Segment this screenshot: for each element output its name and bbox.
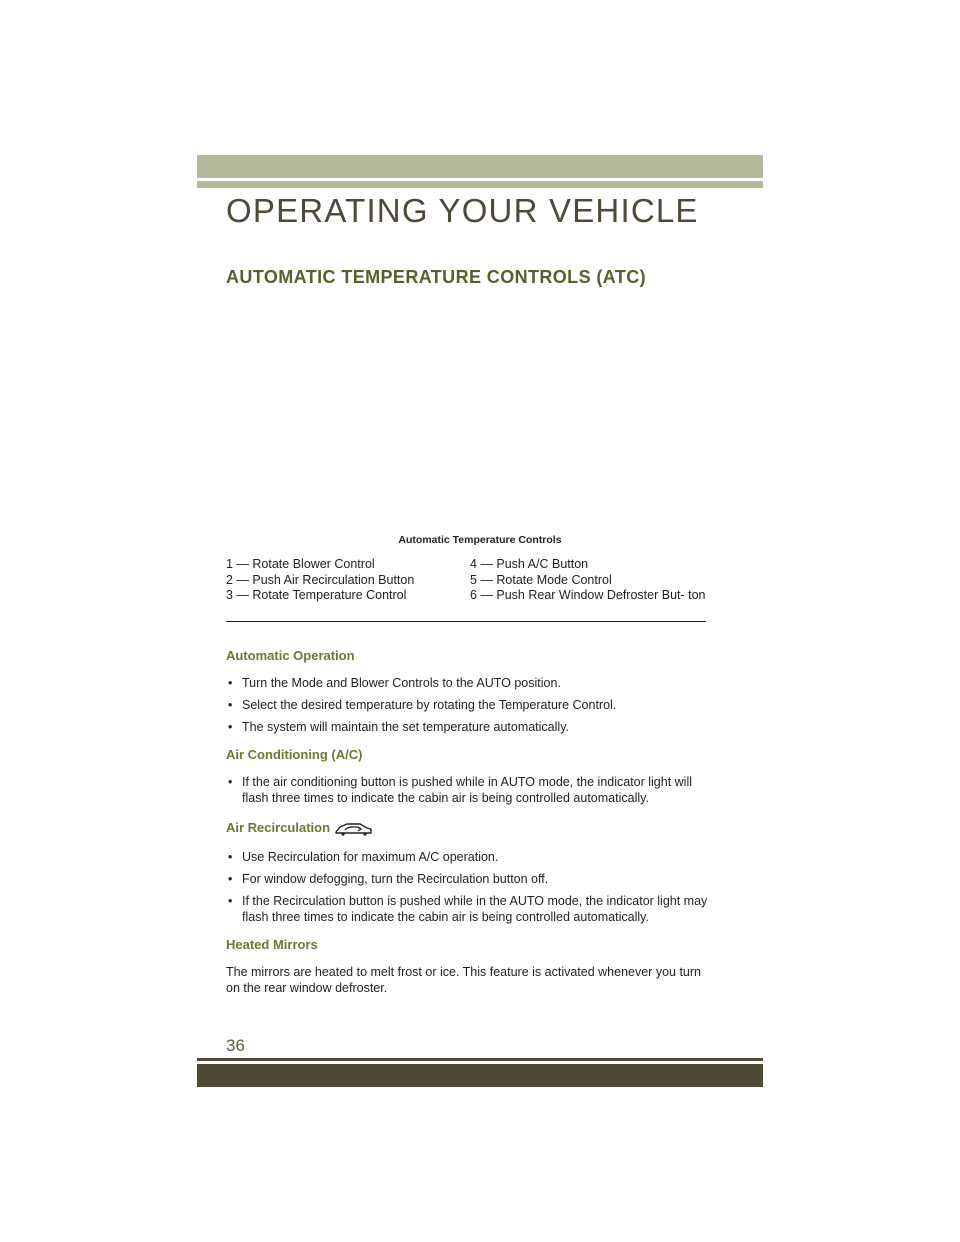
- legend-column-left: [226, 557, 466, 604]
- list-item: • Use Recirculation for maximum A/C operation.: [226, 849, 708, 865]
- air-recirculation-heading-text: Air Recirculation: [226, 820, 331, 835]
- automatic-operation-heading: Automatic Operation: [226, 648, 355, 663]
- legend-divider: [226, 621, 706, 622]
- legend-item: 6 — Push Rear Window Defroster But- ton: [470, 588, 706, 602]
- legend-item: 1 — Rotate Blower Control: [226, 557, 375, 571]
- legend-item: 5 — Rotate Mode Control: [470, 572, 612, 587]
- air-recirculation-heading: [226, 818, 708, 838]
- list-item: • For window defogging, turn the Recirculation button off.: [226, 871, 708, 887]
- page-heading: AUTOMATIC TEMPERATURE CONTROLS (ATC): [226, 267, 647, 287]
- header-band-rule: [197, 181, 763, 188]
- legend-item: 3 — Rotate Temperature Control: [226, 588, 407, 602]
- list-item: • The system will maintain the set temperature automatically.: [226, 719, 708, 735]
- heated-mirrors-heading: Heated Mirrors: [226, 937, 318, 952]
- heated-mirrors-text: The mirrors are heated to melt frost or ice. This feature is activated whenever you turn on the rear window defroster.: [226, 965, 701, 995]
- air-conditioning-list: [226, 774, 708, 806]
- section-title: OPERATING YOUR VEHICLE: [226, 192, 699, 229]
- legend-column-right: [470, 557, 706, 604]
- recirculation-car-icon: [334, 818, 374, 838]
- footer-band: [197, 1064, 763, 1087]
- legend-item: 2 — Push Air Recirculation Button: [226, 572, 415, 587]
- automatic-operation-list: [226, 675, 708, 735]
- list-item: • Select the desired temperature by rotating the Temperature Control.: [226, 697, 708, 713]
- air-conditioning-heading: Air Conditioning (A/C): [226, 747, 363, 762]
- air-recirculation-list: [226, 849, 708, 925]
- header-band: [197, 155, 763, 178]
- footer-rule: [197, 1058, 763, 1061]
- page-number: 36: [226, 1036, 245, 1055]
- list-item: • Turn the Mode and Blower Controls to the AUTO position.: [226, 675, 708, 691]
- figure-caption: Automatic Temperature Controls: [398, 534, 562, 546]
- list-item: • If the air conditioning button is pushed while in AUTO mode, the indicator light will flash three times to indicate the cabin air is being controlled automatically.: [226, 774, 708, 806]
- legend-item: 4 — Push A/C Button: [470, 557, 589, 571]
- main-content: [226, 648, 708, 996]
- list-item: • If the Recirculation button is pushed while in the AUTO mode, the indicator light may flash three times to indicate the cabin air is being controlled automatically.: [226, 893, 708, 925]
